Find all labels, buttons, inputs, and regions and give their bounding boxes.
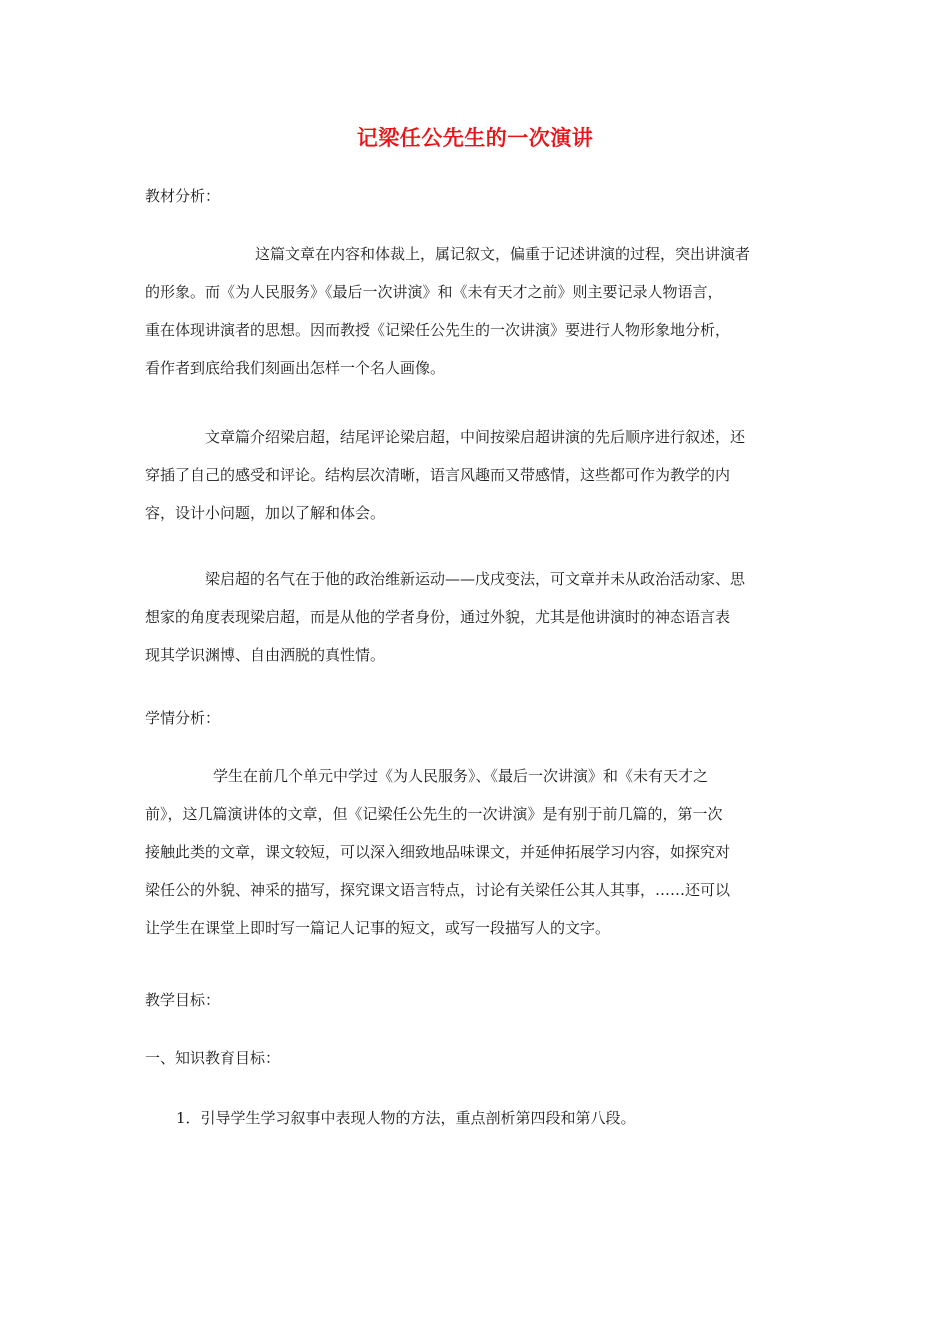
- paragraph-line: 现其学识渊博、自由洒脱的真性情。: [145, 646, 386, 664]
- paragraph-line: 梁启超的名气在于他的政治维新运动——戊戌变法，可文章并未从政治活动家、思: [205, 570, 746, 588]
- heading-knowledge-goals: 一、知识教育目标：: [145, 1049, 281, 1067]
- paragraph-material-1: [145, 235, 810, 387]
- paragraph-line: 学生在前几个单元中学过《为人民服务》、《最后一次讲演》和《未有天才之: [213, 767, 709, 785]
- paragraph-line: 这篇文章在内容和体裁上，属记叙文，偏重于记述讲演的过程，突出讲演者: [255, 245, 751, 263]
- paragraph-line: 容，设计小问题，加以了解和体会。: [145, 504, 386, 522]
- paragraph-line: 看作者到底给我们刻画出怎样一个名人画像。: [145, 359, 446, 377]
- document-title: 记梁任公先生的一次演讲: [356, 126, 594, 150]
- paragraph-line: 前》，这几篇演讲体的文章，但《记梁任公先生的一次讲演》是有别于前几篇的，第一次: [145, 805, 723, 823]
- heading-student-analysis: 学情分析：: [145, 709, 221, 727]
- paragraph-line: 让学生在课堂上即时写一篇记人记事的短文，或写一段描写人的文字。: [145, 919, 611, 937]
- paragraph-line: 接触此类的文章，课文较短，可以深入细致地品味课文，并延伸拓展学习内容，如探究对: [145, 843, 731, 861]
- paragraph-line: 想家的角度表现梁启超，而是从他的学者身份，通过外貌，尤其是他讲演时的神态语言表: [145, 608, 731, 626]
- knowledge-goal-item-1: 1．引导学生学习叙事中表现人物的方法，重点剖析第四段和第八段。: [176, 1109, 636, 1127]
- paragraph-line: 的形象。而《为人民服务》《最后一次讲演》和《未有天才之前》则主要记录人物语言，: [145, 283, 723, 301]
- paragraph-line: 穿插了自己的感受和评论。结构层次清晰，语言风趣而又带感情，这些都可作为教学的内: [145, 466, 731, 484]
- paragraph-line: 文章篇介绍梁启超，结尾评论梁启超，中间按梁启超讲演的先后顺序进行叙述，还: [205, 428, 746, 446]
- paragraph-material-3: [145, 560, 810, 674]
- paragraph-line: 重在体现讲演者的思想。因而教授《记梁任公先生的一次讲演》要进行人物形象地分析，: [145, 321, 731, 339]
- heading-material-analysis: 教材分析：: [145, 187, 221, 205]
- paragraph-line: 梁任公的外貌、神采的描写，探究课文语言特点，讨论有关梁任公其人其事，……还可以: [145, 881, 731, 899]
- heading-teaching-goals: 教学目标：: [145, 991, 221, 1009]
- paragraph-student-1: [145, 757, 810, 947]
- paragraph-material-2: [145, 418, 810, 532]
